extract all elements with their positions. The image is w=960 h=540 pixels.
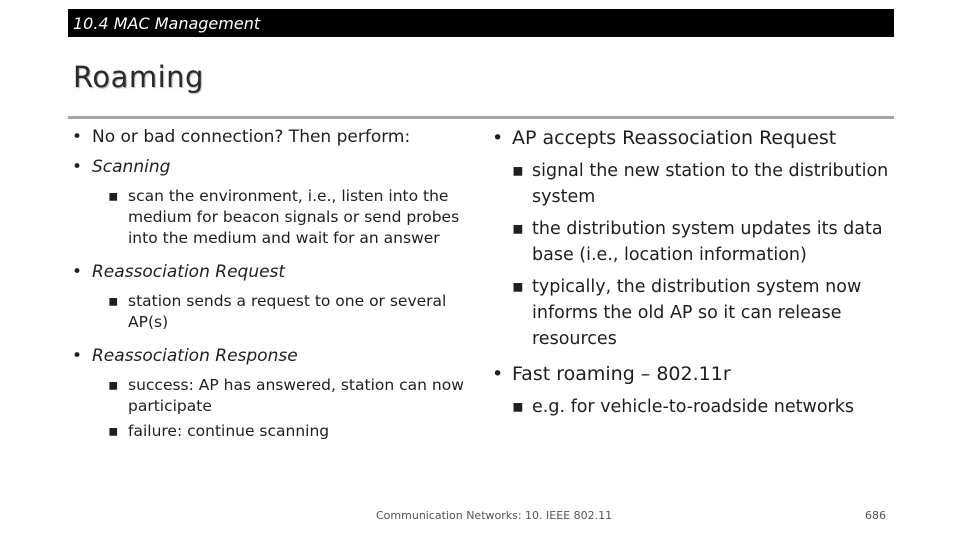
left-bullet-list — [70, 126, 470, 442]
bullet-reassociation-response: • Reassociation Response — [70, 345, 470, 367]
page-number: 686 — [865, 509, 886, 522]
sub-bullet-signal-new-station: ▪ signal the new station to the distribution system — [512, 158, 900, 210]
bullet-ap-accepts: • AP accepts Reassociation Request — [490, 126, 900, 150]
bullet-no-connection: • No or bad connection? Then perform: — [70, 126, 470, 148]
right-column — [490, 126, 900, 430]
bullet-reassociation-request: • Reassociation Request — [70, 261, 470, 283]
sub-bullet-failure: ▪ failure: continue scanning — [108, 421, 470, 442]
slide-title: Roaming — [73, 60, 204, 94]
sub-bullet-scan-environment: ▪ scan the environment, i.e., listen into the medium for beacon signals or send probes into the medium and wait for an answer — [108, 186, 470, 249]
section-label: 10.4 MAC Management — [73, 14, 261, 33]
sub-list-fast-roaming — [490, 394, 900, 420]
title-divider — [68, 116, 894, 119]
bullet-scanning: • Scanning — [70, 156, 470, 178]
left-column — [70, 126, 470, 454]
sub-list-reassociation-response — [70, 375, 470, 442]
sub-list-reassociation-request — [70, 291, 470, 333]
sub-bullet-ds-updates: ▪ the distribution system updates its data base (i.e., location information) — [512, 216, 900, 268]
sub-bullet-ds-informs-old-ap: ▪ typically, the distribution system now informs the old AP so it can release resources — [512, 274, 900, 352]
sub-bullet-station-sends-request: ▪ station sends a request to one or several AP(s) — [108, 291, 470, 333]
section-header — [68, 9, 894, 37]
bullet-fast-roaming: • Fast roaming – 802.11r — [490, 362, 900, 386]
footer-text: Communication Networks: 10. IEEE 802.11 — [376, 509, 613, 522]
sub-list-scanning — [70, 186, 470, 249]
sub-bullet-success: ▪ success: AP has answered, station can now participate — [108, 375, 470, 417]
sub-bullet-vehicle-networks: ▪ e.g. for vehicle-to-roadside networks — [512, 394, 900, 420]
right-bullet-list — [490, 126, 900, 420]
sub-list-ap-accepts — [490, 158, 900, 352]
